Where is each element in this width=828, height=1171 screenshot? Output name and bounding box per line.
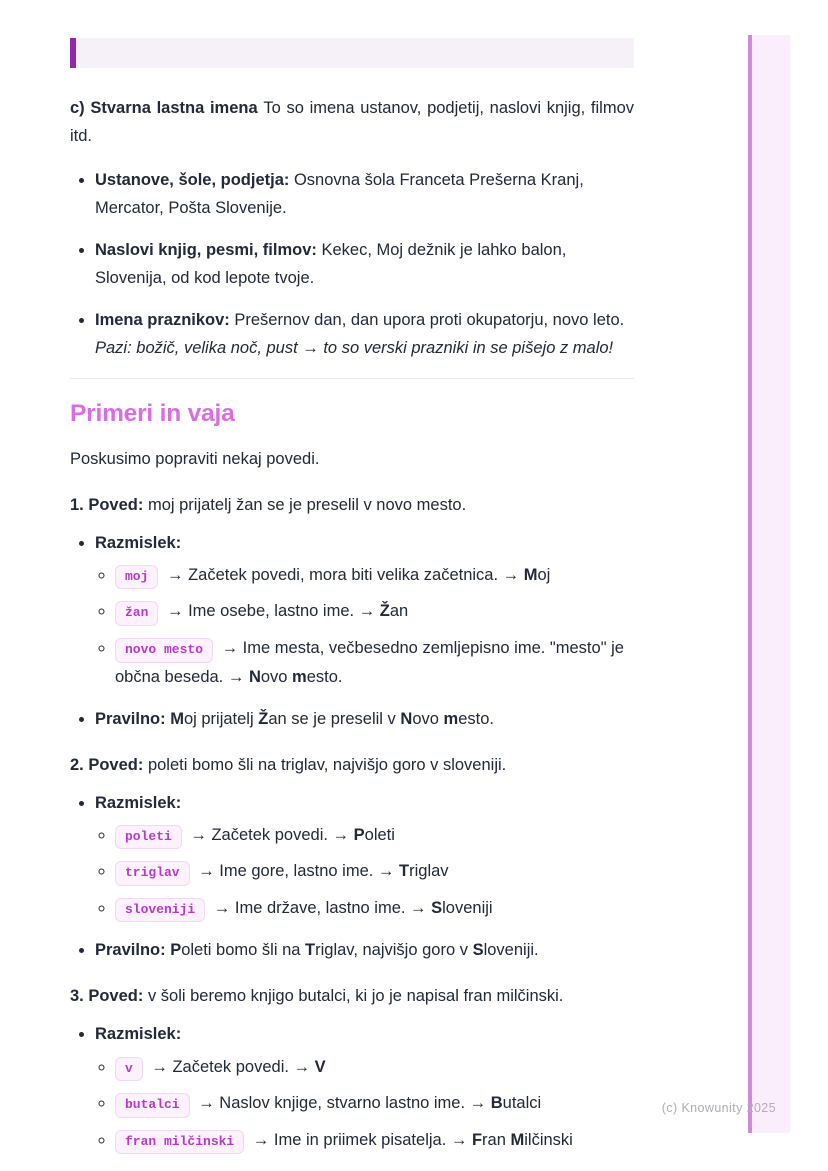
point-row: [115, 1126, 634, 1155]
categories-list: [70, 166, 634, 362]
watermark: (c) Knowunity 2025: [661, 1101, 776, 1115]
exercise-2-points: [95, 821, 634, 923]
code-chip: moj: [115, 565, 158, 590]
document-content: [70, 0, 634, 1154]
point-text: → Ime mesta, večbesedno zemljepisno ime. "mesto" je občna beseda. → Novo mesto.: [115, 639, 624, 686]
point-text: → Začetek povedi, mora biti velika začetnica. → Moj: [162, 565, 551, 584]
point-text: → Začetek povedi. → Poleti: [185, 825, 395, 844]
code-chip: v: [115, 1057, 143, 1082]
category-item-institutions: • Ustanove, šole, podjetja: Osnovna šola Franceta Prešerna Kranj, Mercator, Pošta Slovenije.: [95, 166, 634, 222]
exercise-3-razmislek: [95, 1020, 634, 1154]
category-item-holidays: • Imena praznikov: Prešernov dan, dan upora proti okupatorju, novo leto. Pazi: božič, velika noč, pust → to so verski prazniki in se pišejo z malo!: [95, 306, 634, 362]
code-chip: sloveniji: [115, 898, 205, 923]
intro-paragraph: c) Stvarna lastna imena To so imena ustanov, podjetij, naslovi knjig, filmov itd.: [70, 99, 634, 146]
point-text: → Ime države, lastno ime. → Sloveniji: [209, 898, 493, 917]
point-text: → Ime in priimek pisatelja. → Fran Milčinski: [248, 1130, 573, 1149]
point-row: [115, 894, 634, 923]
code-chip: fran milčinski: [115, 1130, 244, 1155]
code-chip: butalci: [115, 1093, 190, 1118]
point-text: → Ime osebe, lastno ime. → Žan: [162, 602, 409, 621]
point-text: → Naslov knjige, stvarno lastno ime. → Butalci: [193, 1094, 542, 1113]
razmislek-label: Razmislek:: [95, 533, 182, 552]
exercise-1-pravilno: • Pravilno: Moj prijatelj Žan se je preselil v Novo mesto.: [95, 705, 634, 733]
exercise-1-razmislek: [95, 529, 634, 691]
exercise-2-pravilno: • Pravilno: Poleti bomo šli na Triglav, najvišjo goro v Sloveniji.: [95, 936, 634, 964]
point-row: [115, 1053, 634, 1082]
category-item-titles: • Naslovi knjig, pesmi, filmov: Kekec, Moj dežnik je lahko balon, Slovenija, od kod lepote tvoje.: [95, 236, 634, 292]
point-text: → Začetek povedi. → V: [146, 1057, 326, 1076]
point-row: [115, 561, 634, 590]
exercise-3-sentence: 3. Poved: v šoli beremo knjigo butalci, ki jo je napisal fran milčinski.: [70, 987, 564, 1006]
code-chip: triglav: [115, 861, 190, 886]
exercise-2-sentence: 2. Poved: poleti bomo šli na triglav, najvišjo goro v sloveniji.: [70, 755, 507, 774]
section-heading: Primeri in vaja: [70, 400, 235, 428]
code-chip: žan: [115, 601, 158, 626]
razmislek-label: Razmislek:: [95, 1025, 182, 1044]
exercise-3-list: [70, 1020, 634, 1154]
exercise-1-list: [70, 529, 634, 733]
exercise-2-list: [70, 789, 634, 965]
point-row: [115, 597, 634, 626]
right-highlight-stripe: [748, 35, 790, 1133]
point-row: [115, 1089, 634, 1118]
exercise-2-razmislek: [95, 789, 634, 923]
section-intro: Poskusimo popraviti nekaj povedi.: [70, 449, 320, 468]
empty-highlight-callout: [70, 38, 634, 68]
exercise-1-points: [95, 561, 634, 691]
exercise-1-sentence: 1. Poved: moj prijatelj žan se je preselil v novo mesto.: [70, 495, 467, 514]
point-text: → Ime gore, lastno ime. → Triglav: [193, 862, 449, 881]
section-divider: [70, 378, 634, 379]
point-row: [115, 634, 634, 691]
point-row: [115, 857, 634, 886]
exercise-3-points: [95, 1053, 634, 1155]
point-row: [115, 821, 634, 850]
code-chip: poleti: [115, 825, 182, 850]
code-chip: novo mesto: [115, 638, 213, 663]
razmislek-label: Razmislek:: [95, 793, 182, 812]
